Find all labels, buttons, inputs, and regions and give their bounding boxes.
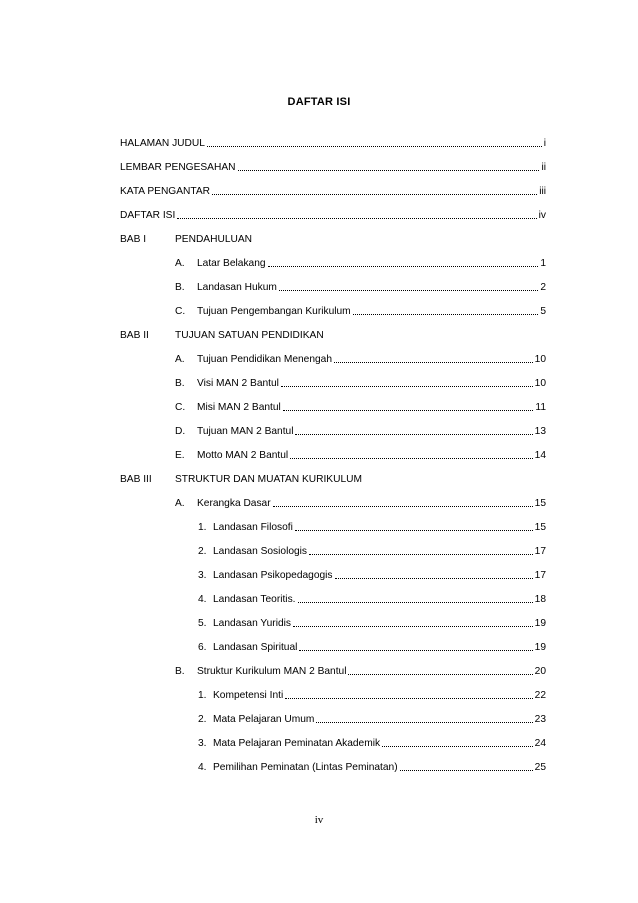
dot-leader: [273, 497, 533, 507]
toc-entry-label: LEMBAR PENGESAHAN: [120, 162, 236, 173]
dot-leader: [316, 713, 532, 723]
toc-entry-page: 19: [534, 642, 546, 653]
chapter-title: PENDAHULUAN: [175, 234, 252, 245]
toc-entry-label: Struktur Kurikulum MAN 2 Bantul: [197, 666, 347, 677]
toc-entry: [175, 449, 546, 463]
chapter-number: BAB III: [120, 474, 152, 485]
toc-entry-marker: D.: [175, 426, 186, 437]
chapter-title: STRUKTUR DAN MUATAN KURIKULUM: [175, 474, 362, 485]
chapter-title: TUJUAN SATUAN PENDIDIKAN: [175, 330, 324, 341]
toc-entry-label: KATA PENGANTAR: [120, 186, 211, 197]
toc-entry-label: Landasan Yuridis: [213, 618, 291, 629]
toc-entry-marker: 3.: [198, 738, 207, 749]
toc-entry: [198, 593, 546, 607]
toc-entry-page: 18: [534, 594, 546, 605]
toc-entry: [175, 257, 546, 271]
toc-entry-page: 13: [534, 426, 546, 437]
dot-leader: [335, 569, 533, 579]
toc-entry-page: ii: [541, 162, 546, 173]
toc-entry-marker: E.: [175, 450, 185, 461]
toc-entry: [175, 305, 546, 319]
toc-entry-label: DAFTAR ISI: [120, 210, 176, 221]
toc-entry-page: 24: [534, 738, 546, 749]
toc-entry-marker: A.: [175, 258, 185, 269]
toc-entry-page: iii: [539, 186, 546, 197]
toc-entry-marker: C.: [175, 306, 186, 317]
dot-leader: [348, 665, 532, 675]
toc-entry-label: Tujuan Pendidikan Menengah: [197, 354, 332, 365]
toc-entry-label: Tujuan MAN 2 Bantul: [197, 426, 294, 437]
toc-entry-marker: 1.: [198, 522, 207, 533]
toc-entry: [198, 689, 546, 703]
toc-entry: [198, 737, 546, 751]
toc-entry: [175, 353, 546, 367]
toc-entry: [198, 713, 546, 727]
toc-entry-marker: B.: [175, 666, 185, 677]
toc-entry-marker: 6.: [198, 642, 207, 653]
chapter-number: BAB II: [120, 330, 149, 341]
toc-entry-page: iv: [538, 210, 546, 221]
toc-entry-label: Landasan Psikopedagogis: [213, 570, 333, 581]
toc-entry-page: 17: [534, 546, 546, 557]
toc-entry-marker: B.: [175, 282, 185, 293]
toc-entry: [175, 281, 546, 295]
toc-entry-page: 1: [540, 258, 546, 269]
dot-leader: [309, 545, 533, 555]
dot-leader: [268, 257, 539, 267]
toc-entry-label: Pemilihan Peminatan (Lintas Peminatan): [213, 762, 398, 773]
dot-leader: [293, 617, 533, 627]
dot-leader: [177, 209, 536, 219]
toc-entry-marker: 1.: [198, 690, 207, 701]
dot-leader: [212, 185, 537, 195]
dot-leader: [295, 425, 532, 435]
toc-entry-label: Motto MAN 2 Bantul: [197, 450, 289, 461]
toc-entry-page: i: [543, 138, 546, 149]
toc-entry-marker: A.: [175, 354, 185, 365]
toc-entry: [198, 569, 546, 583]
toc-entry-marker: 5.: [198, 618, 207, 629]
toc-entry-label: Landasan Sosiologis: [213, 546, 308, 557]
toc-entry-page: 22: [534, 690, 546, 701]
toc-entry-label: Landasan Teoritis.: [213, 594, 296, 605]
toc-entry: [175, 401, 546, 415]
toc-entry: [198, 545, 546, 559]
dot-leader: [207, 137, 542, 147]
toc-entry: [120, 185, 546, 199]
dot-leader: [290, 449, 532, 459]
toc-entry: [120, 161, 546, 175]
toc-entry: [175, 665, 546, 679]
chapter-number: BAB I: [120, 234, 147, 245]
toc-entry: [198, 641, 546, 655]
dot-leader: [298, 593, 533, 603]
toc-entry-marker: 4.: [198, 762, 207, 773]
toc-entry-label: Latar Belakang: [197, 258, 266, 269]
toc-entry-label: Kompetensi Inti: [213, 690, 284, 701]
dot-leader: [353, 305, 539, 315]
toc-entry-marker: 2.: [198, 714, 207, 725]
toc-entry: [198, 761, 546, 775]
toc-entry-page: 25: [534, 762, 546, 773]
toc-entry-marker: 2.: [198, 546, 207, 557]
dot-leader: [400, 761, 533, 771]
toc-entry: [175, 497, 546, 511]
dot-leader: [238, 161, 540, 171]
dot-leader: [281, 377, 533, 387]
page-title: DAFTAR ISI: [287, 96, 351, 108]
toc-entry-label: Visi MAN 2 Bantul: [197, 378, 279, 389]
toc-entry-marker: A.: [175, 498, 185, 509]
toc-entry-label: Misi MAN 2 Bantul: [197, 402, 281, 413]
dot-leader: [299, 641, 532, 651]
toc-entry-label: Landasan Hukum: [197, 282, 277, 293]
toc-entry-page: 23: [534, 714, 546, 725]
toc-entry-page: 10: [534, 354, 546, 365]
toc-entry-page: 14: [534, 450, 546, 461]
page-number: iv: [314, 814, 324, 826]
toc-entry-marker: 4.: [198, 594, 207, 605]
toc-entry-page: 11: [535, 402, 546, 413]
toc-entry-label: Tujuan Pengembangan Kurikulum: [197, 306, 351, 317]
toc-entry: [175, 377, 546, 391]
toc-entry: [120, 209, 546, 223]
toc-entry: [198, 521, 546, 535]
toc-entry-page: 17: [534, 570, 546, 581]
toc-entry-label: HALAMAN JUDUL: [120, 138, 205, 149]
toc-entry: [175, 425, 546, 439]
toc-entry-page: 10: [534, 378, 546, 389]
toc-entry-marker: B.: [175, 378, 185, 389]
dot-leader: [382, 737, 533, 747]
dot-leader: [295, 521, 533, 531]
toc-entry-label: Mata Pelajaran Umum: [213, 714, 315, 725]
toc-entry-marker: 3.: [198, 570, 207, 581]
toc-entry-page: 20: [534, 666, 546, 677]
dot-leader: [283, 401, 534, 411]
toc-entry-marker: C.: [175, 402, 186, 413]
toc-entry-page: 15: [534, 498, 546, 509]
toc-entry-label: Mata Pelajaran Peminatan Akademik: [213, 738, 381, 749]
toc-entry: [120, 137, 546, 151]
toc-entry-page: 19: [534, 618, 546, 629]
toc-entry: [198, 617, 546, 631]
dot-leader: [334, 353, 533, 363]
toc-entry-page: 15: [534, 522, 546, 533]
dot-leader: [285, 689, 532, 699]
toc-entry-label: Landasan Filosofi: [213, 522, 293, 533]
toc-entry-page: 2: [540, 282, 546, 293]
toc-entry-label: Kerangka Dasar: [197, 498, 271, 509]
dot-leader: [279, 281, 538, 291]
toc-entry-label: Landasan Spiritual: [213, 642, 298, 653]
toc-entry-page: 5: [540, 306, 546, 317]
